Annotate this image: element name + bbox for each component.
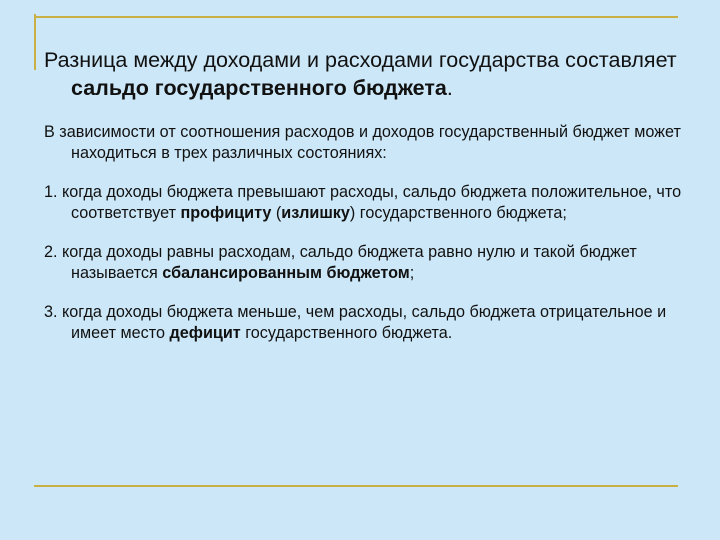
title-text: Разница между доходами и расходами государства составляет xyxy=(44,48,677,72)
list-item-3 xyxy=(44,302,694,343)
title-end: . xyxy=(446,76,453,100)
decorative-top-line xyxy=(34,16,678,18)
title-bold-term: сальдо государственного бюджета xyxy=(71,76,447,100)
item1-text-2: ( xyxy=(271,203,282,222)
list-item-1 xyxy=(44,182,694,223)
item2-bold-term: сбалансированным бюджетом xyxy=(162,263,410,282)
decorative-vertical-line xyxy=(34,14,36,70)
item1-text: 1. когда доходы бюджета превышают расходы, сальдо бюджета положительное, что соответствует xyxy=(44,183,682,222)
item3-text: 3. когда доходы бюджета меньше, чем расходы, сальдо бюджета отрицательное и имеет место xyxy=(44,303,667,342)
item1-bold-term-2: излишку xyxy=(281,203,350,222)
intro-paragraph: В зависимости от соотношения расходов и доходов государственный бюджет может находиться в трех различных состояниях: xyxy=(44,123,681,162)
slide-content xyxy=(44,46,694,343)
slide-title xyxy=(44,46,694,102)
item3-bold-term: дефицит xyxy=(169,323,241,342)
list-item-2 xyxy=(44,242,694,283)
item1-text-3: ) государственного бюджета; xyxy=(349,203,567,222)
item3-text-2: государственного бюджета. xyxy=(240,323,453,342)
decorative-bottom-line xyxy=(34,485,678,487)
item1-bold-term: профициту xyxy=(180,203,272,222)
item2-text-2: ; xyxy=(409,263,415,282)
item2-text: 2. когда доходы равны расходам, сальдо бюджета равно нулю и такой бюджет называется xyxy=(44,243,637,282)
